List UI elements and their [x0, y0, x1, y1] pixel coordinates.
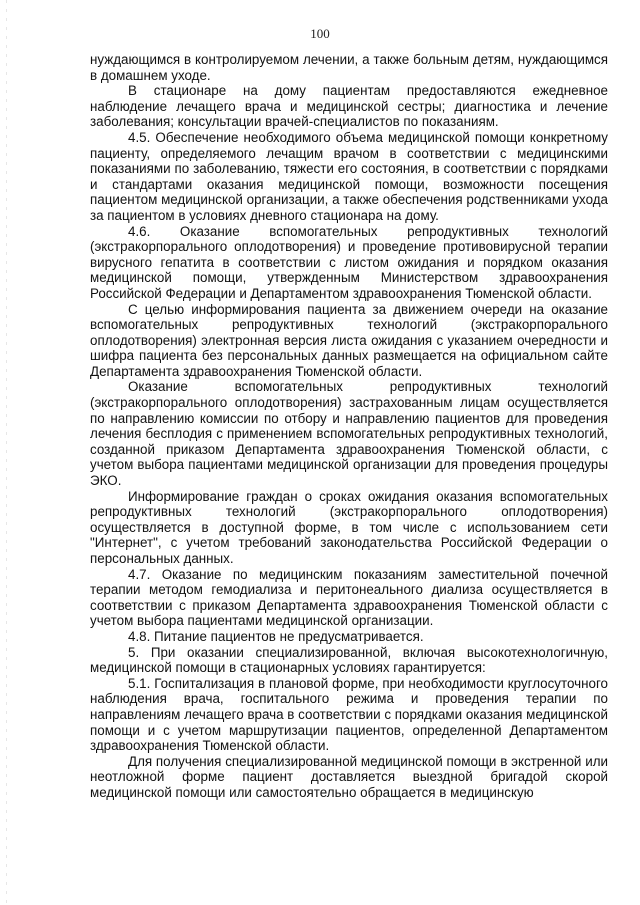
paragraph: В стационаре на дому пациентам предоставляются ежедневное наблюдение лечащего врача и медицинской сестры; диагностика и лечение заболевания; консультации врачей-специалистов по показаниям. [90, 83, 608, 130]
paragraph: 5.1. Госпитализация в плановой форме, при необходимости круглосуточного наблюдения врача, госпитального режима и проведения терапии по направлениям лечащего врача в соответствии с порядками оказания медицинской помощи и с учетом маршрутизации пациентов, определенной Департаментом здравоохранения Тюменской области. [90, 675, 608, 754]
paragraph: 5. При оказании специализированной, включая высокотехнологичную, медицинской помощи в стационарных условиях гарантируется: [90, 644, 608, 676]
page-number: 100 [310, 26, 330, 41]
paragraph: 4.7. Оказание по медицинским показаниям заместительной почечной терапии методом гемодиализа и перитонеального диализа осуществляется в соответствии с приказом Департамента здравоохранения Тюменской области с учетом выбора пациентами медицинской организации. [90, 566, 608, 629]
paragraph: Оказание вспомогательных репродуктивных технологий (экстракорпорального оплодотворения) застрахованным лицам осуществляется по направлению комиссии по отбору и направлению пациентов для проведения лечения бесплодия с применением вспомогательных репродуктивных технологий, созданной приказом Департамента здравоохранения Тюменской области, с учетом выбора пациентами медицинской организации для проведения процедуры ЭКО. [90, 379, 608, 489]
paragraph: 4.5. Обеспечение необходимого объема медицинской помощи конкретному пациенту, определяемого лечащим врачом в соответствии с медицинскими показаниями по заболеванию, тяжести его состояния, в соответствии с порядками и стандартами оказания медицинской помощи, возможности посещения пациентом медицинской организации, а также обеспечения родственниками ухода за пациентом в условиях дневного стационара на дому. [90, 129, 608, 223]
paragraph: Информирование граждан о сроках ожидания оказания вспомогательных репродуктивных технологий (экстракорпорального оплодотворения) осуществляется в доступной форме, в том числе с использованием сети "Интернет", с учетом требований законодательства Российской Федерации о персональных данных. [90, 488, 608, 566]
paragraph: нуждающимся в контролируемом лечении, а также больным детям, нуждающимся в домашнем уходе. [90, 52, 608, 83]
paragraph: 4.6. Оказание вспомогательных репродуктивных технологий (экстракорпорального оплодотворения) и проведение противовирусной терапии вирусного гепатита в соответствии с листом ожидания и порядком оказания медицинской помощи, утвержденным Министерством здравоохранения Российской Федерации и Департаментом здравоохранения Тюменской области. [90, 223, 608, 301]
paragraph: С целью информирования пациента за движением очереди на оказание вспомогательных репродуктивных технологий (экстракорпорального оплодотворения) электронная версия листа ожидания с указанием очередности и шифра пациента без персональных данных размещается на официальном сайте Департамента здравоохранения Тюменской области. [90, 301, 608, 379]
scan-edge [6, 0, 7, 905]
paragraph: Для получения специализированной медицинской помощи в экстренной или неотложной форме пациент доставляется выездной бригадой скорой медицинской помощи или самостоятельно обращается в медицинскую [90, 753, 608, 800]
document-body [90, 52, 608, 801]
paragraph: 4.8. Питание пациентов не предусматривается. [128, 628, 424, 644]
